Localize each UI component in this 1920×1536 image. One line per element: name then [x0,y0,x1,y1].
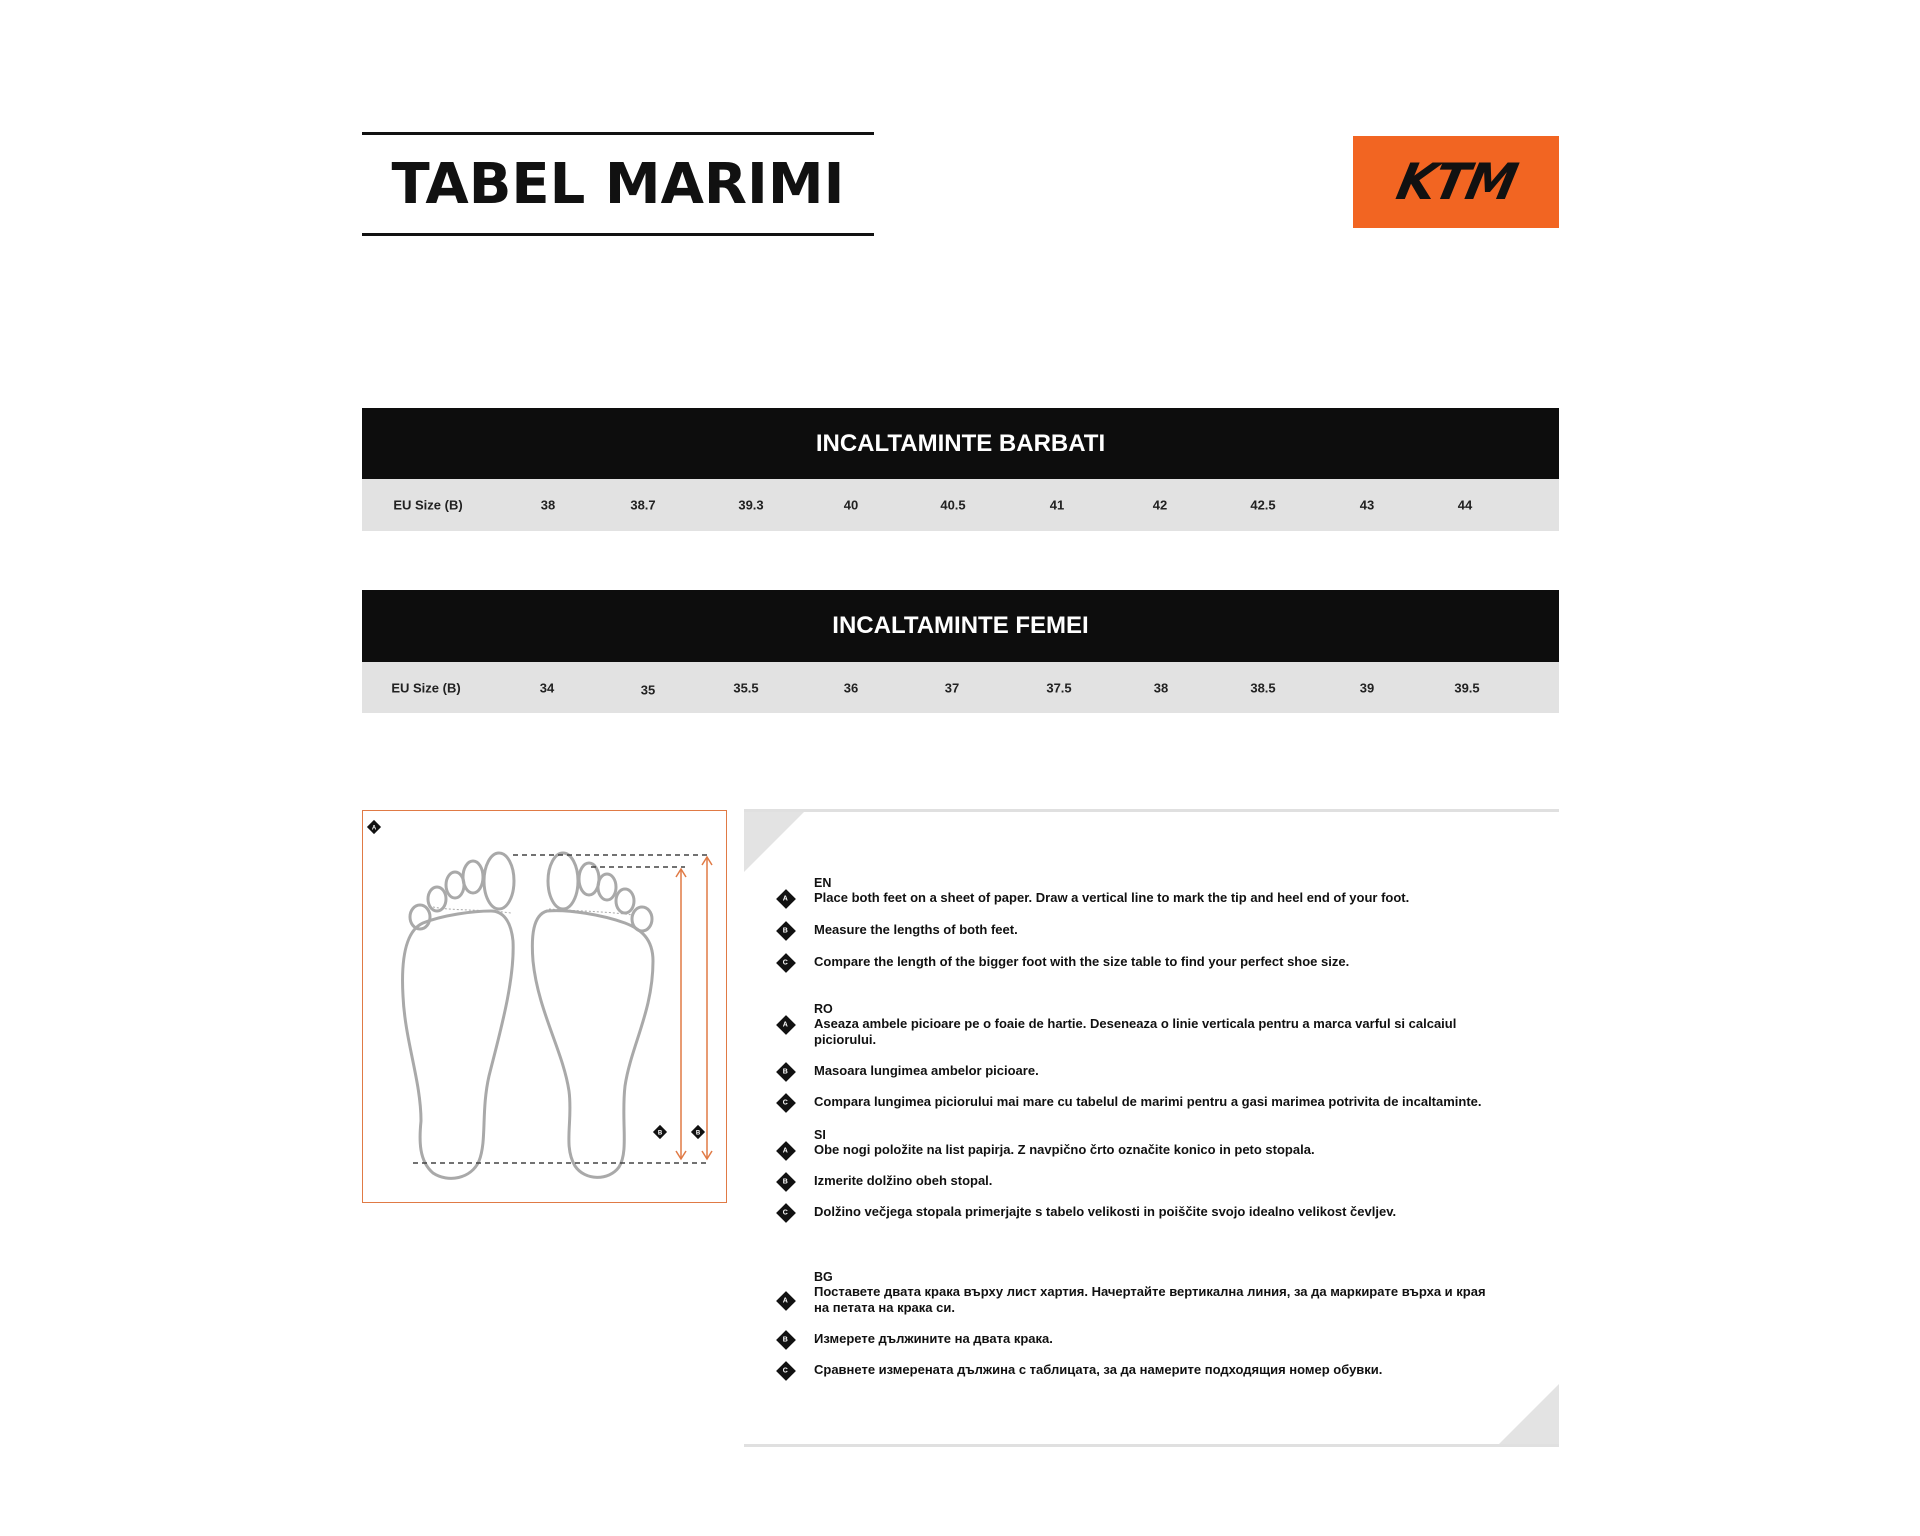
size-table-men [362,408,1559,531]
step-text: Masoara lungimea ambelor picioare. [814,1063,1039,1078]
table-row [362,479,1559,531]
badge-a-icon: A [776,1015,796,1035]
foot-measure-diagram [362,810,727,1203]
step-item [783,1204,1514,1220]
step-item [783,1063,1514,1079]
length-arrows [676,857,712,1159]
size-cell: 39 [1359,680,1375,695]
size-cell: 38.7 [630,497,656,513]
size-cell: 40 [843,497,859,513]
step-text: Поставете двата крака върху лист хартия. Начертайте вертикална линия, за да маркирате върха и края на петата на крака си. [814,1284,1486,1315]
step-text: Сравнете измерената дължина с таблицата, за да намерите подходящия номер обувки. [814,1362,1383,1377]
size-table-women [362,590,1559,713]
size-cell: 37.5 [1046,680,1072,695]
logo-text: KTM [1391,153,1521,211]
size-cell: 34 [539,680,555,695]
marker-b-icon [653,1125,667,1139]
ktm-logo [1353,136,1559,228]
svg-text:B: B [657,1130,663,1137]
step-text: Izmerite dolžino obeh stopal. [814,1173,993,1188]
badge-a-icon: A [776,1141,796,1161]
size-cell: 38.5 [1250,680,1276,695]
step-text: Obe nogi položite na list papirja. Z navpično črto označite konico in peto stopala. [814,1142,1315,1157]
step-item [783,1284,1494,1316]
step-item [783,1094,1514,1110]
language-code: EN [814,876,832,890]
size-cell: 41 [1049,497,1065,513]
corner-decoration-icon [744,812,804,872]
marker-b2-icon [691,1125,705,1139]
size-cell: 39.5 [1454,680,1480,695]
badge-b-icon: B [776,1172,796,1192]
row-label: EU Size (B) [393,497,463,513]
step-item [783,1142,1514,1158]
right-foot-outline [532,853,653,1177]
badge-b-icon: B [776,1330,796,1350]
page-title-block [362,132,874,236]
page-title: TABEL MARIMI [391,151,845,217]
left-foot-outline [403,853,514,1178]
feet-illustration [363,811,725,1201]
step-text: Dolžino večjega stopala primerjajte s tabelo velikosti in poiščite svojo idealno velikost čevljev. [814,1204,1397,1219]
table-row [362,662,1559,713]
size-cell: 38 [540,497,556,513]
badge-b-icon: B [776,1062,796,1082]
size-cell: 44 [1457,497,1473,513]
badge-a-icon: A [776,1291,796,1311]
svg-text:B: B [695,1130,701,1137]
step-item [783,1016,1514,1048]
step-item [783,1362,1494,1378]
instructions-bg [783,1270,1494,1378]
size-cell: 42.5 [1250,497,1276,513]
badge-c-icon: C [776,953,796,973]
badge-b-icon: B [776,921,796,941]
step-text: Measure the lengths of both feet. [814,922,1018,937]
step-text: Compara lungimea piciorului mai mare cu tabelul de marimi pentru a gasi marimea potrivita de incaltaminte. [814,1094,1482,1109]
marker-a-icon [367,820,381,834]
table-title: INCALTAMINTE BARBATI [362,408,1559,479]
language-code: RO [814,1002,833,1016]
step-item [783,1173,1514,1189]
badge-a-icon: A [776,889,796,909]
step-item [783,922,1514,938]
instructions-ro [783,1002,1514,1110]
svg-text:A: A [371,825,377,832]
size-cell: 38 [1153,680,1169,695]
size-cell: 43 [1359,497,1375,513]
step-text: Place both feet on a sheet of paper. Draw a vertical line to mark the tip and heel end of your foot. [814,890,1410,905]
size-cell: 35.5 [733,680,759,695]
size-cell: 37 [944,680,960,695]
step-text: Измерете дължините на двата крака. [814,1331,1053,1346]
step-text: Aseaza ambele picioare pe o foaie de hartie. Deseneaza o linie verticala pentru a marca varful si calcaiul piciorului. [814,1016,1457,1047]
size-cell: 42 [1152,497,1168,513]
step-item [783,890,1514,906]
size-cell: 39.3 [738,497,764,513]
badge-c-icon: C [776,1203,796,1223]
size-cell: 36 [843,680,859,695]
measure-lines [413,855,708,1163]
language-code: SI [814,1128,826,1142]
table-title: INCALTAMINTE FEMEI [362,590,1559,662]
corner-decoration-icon [1499,1384,1559,1444]
size-cell: 35 [640,682,656,698]
badge-c-icon: C [776,1361,796,1381]
row-label: EU Size (B) [391,680,461,695]
step-item [783,1331,1494,1347]
badge-c-icon: C [776,1093,796,1113]
instructions-si [783,1128,1514,1220]
instructions-en [783,876,1514,970]
language-code: BG [814,1270,833,1284]
instructions-panel [744,809,1559,1447]
size-cell: 40.5 [940,497,966,513]
step-text: Compare the length of the bigger foot with the size table to find your perfect shoe size. [814,954,1350,969]
step-item [783,954,1514,970]
